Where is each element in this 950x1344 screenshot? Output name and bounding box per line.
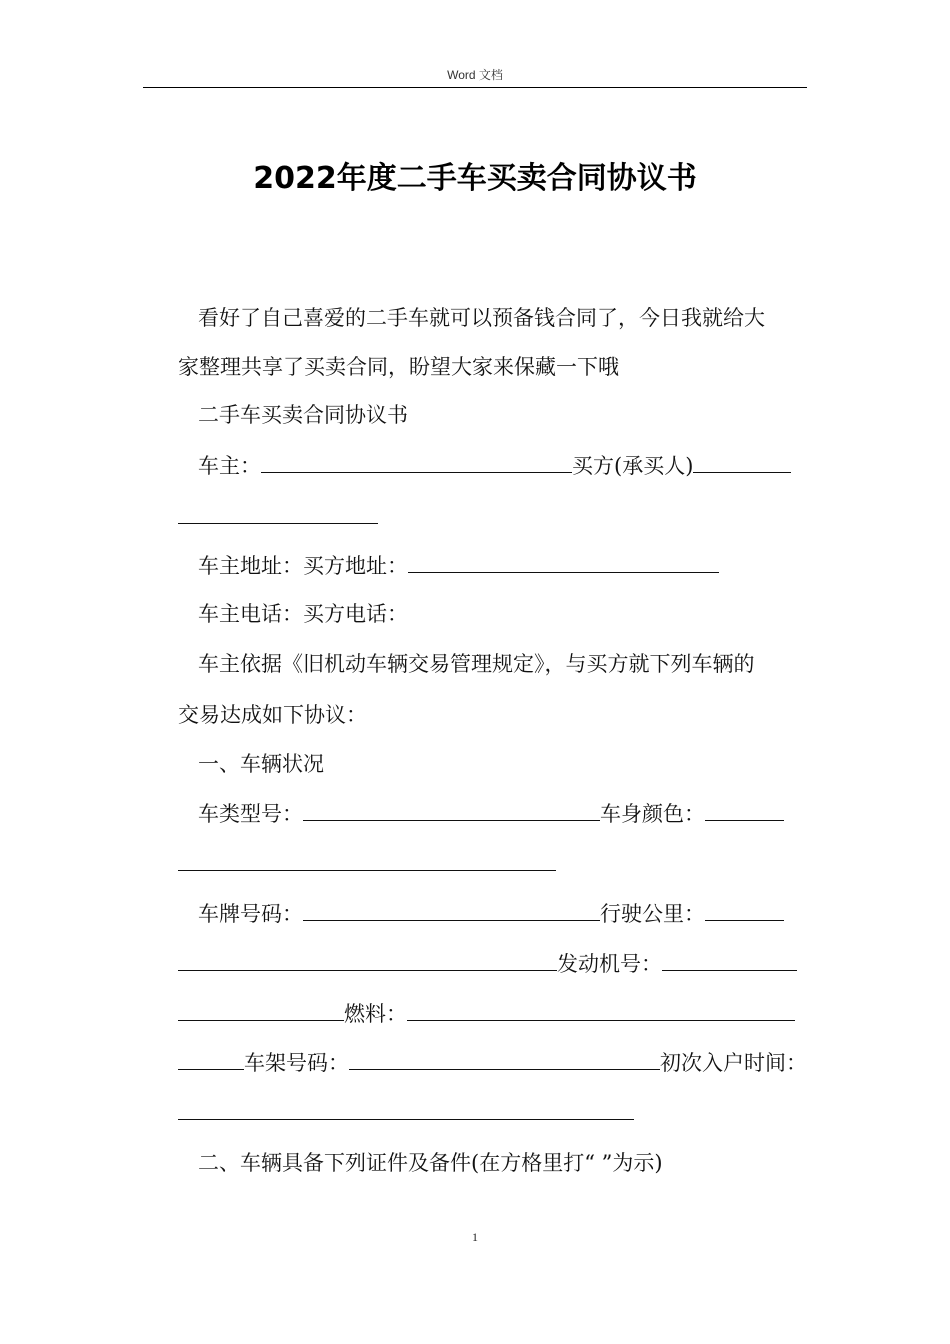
address-blank	[408, 552, 719, 573]
address-labels: 车主地址：买方地址：	[198, 554, 408, 578]
plate-label: 车牌号码：	[198, 902, 303, 926]
fuel-label: 燃料：	[344, 1002, 407, 1026]
engine-label: 发动机号：	[557, 952, 662, 976]
owner-blank	[261, 452, 572, 473]
section-1-heading: 一、车辆状况	[198, 752, 324, 776]
fuel-line	[178, 999, 795, 1029]
engine-line	[178, 949, 797, 979]
first-registration-label: 初次入户时间：	[660, 1051, 807, 1075]
header-rule	[143, 87, 807, 88]
color-blank-continued	[178, 849, 556, 879]
fuel-blank-tail	[178, 1049, 244, 1070]
plate-blank	[303, 900, 600, 921]
fuel-blank	[407, 1000, 795, 1021]
phone-line: 车主电话：买方电话：	[198, 602, 408, 626]
color-blank	[705, 800, 784, 821]
frame-blank	[349, 1049, 660, 1070]
intro-line-2: 家整理共享了买卖合同，盼望大家来保藏一下哦	[178, 355, 619, 379]
buyer-label: 买方(承买人)	[572, 454, 694, 478]
section-2-heading: 二、车辆具备下列证件及备件(在方格里打“ ”为示)	[198, 1151, 663, 1175]
buyer-blank-continued	[178, 502, 378, 532]
frame-label: 车架号码：	[244, 1051, 349, 1075]
agreement-line-1: 车主依据《旧机动车辆交易管理规定》，与买方就下列车辆的	[198, 652, 755, 676]
intro-line-1: 看好了自己喜爱的二手车就可以预备钱合同了，今日我就给大	[198, 306, 765, 330]
document-title: 2022年度二手车买卖合同协议书	[253, 161, 697, 196]
buyer-blank-tail	[178, 503, 378, 524]
page-header: Word 文档	[447, 68, 503, 82]
buyer-blank	[693, 452, 791, 473]
mileage-blank	[705, 900, 784, 921]
owner-buyer-line	[198, 451, 791, 481]
plate-mileage-line	[198, 899, 784, 929]
engine-blank	[662, 950, 797, 971]
frame-line	[178, 1048, 807, 1078]
contract-subtitle: 二手车买卖合同协议书	[198, 403, 408, 427]
address-line	[198, 551, 719, 581]
page-number: 1	[472, 1230, 478, 1244]
owner-label: 车主：	[198, 454, 261, 478]
mileage-blank-tail	[178, 950, 557, 971]
color-label: 车身颜色：	[600, 802, 705, 826]
first-registration-blank	[178, 1099, 634, 1120]
first-registration-blank-line	[178, 1098, 634, 1128]
model-blank	[303, 800, 600, 821]
model-label: 车类型号：	[198, 802, 303, 826]
mileage-label: 行驶公里：	[600, 902, 705, 926]
engine-blank-tail	[178, 1000, 344, 1021]
agreement-line-2: 交易达成如下协议：	[178, 703, 367, 727]
model-color-line	[198, 799, 784, 829]
color-blank-tail	[178, 850, 556, 871]
